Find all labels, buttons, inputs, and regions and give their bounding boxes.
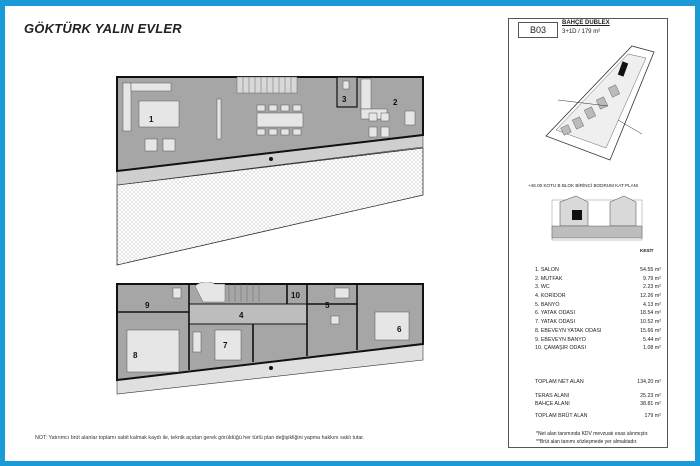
room-row: 3. WC 2.23 m² bbox=[535, 284, 661, 291]
room-label-10: 10 bbox=[291, 291, 300, 300]
stairs bbox=[237, 77, 297, 93]
unit-code: B03 bbox=[518, 22, 558, 38]
room-label-5: 5 bbox=[325, 301, 330, 310]
upper-floor-plan bbox=[105, 75, 435, 270]
disclaimer-note: NOT: Yatırımcı brüt alanlar toplamı sabit kalmak kaydı ile, teknik açıdan gerek görüldüğü her türlü plan değişikliğini yapma hakkını saklı tutar. bbox=[35, 435, 365, 441]
room-label-9: 9 bbox=[145, 301, 150, 310]
section-label: KESİT bbox=[640, 248, 654, 253]
site-key-plan bbox=[538, 40, 660, 180]
plan-caption: +46.00 KOTU B BLOK BİRİNCİ BODRUM KAT PLANI bbox=[528, 183, 639, 188]
footnote-gross: **Brüt alan tanımı sözleşmede yer almaktadır. bbox=[536, 439, 638, 445]
room-area-table bbox=[535, 266, 661, 353]
room-label-8: 8 bbox=[133, 351, 138, 360]
lower-floor-plan bbox=[105, 282, 435, 397]
room-label-3: 3 bbox=[342, 95, 347, 104]
room-label-6: 6 bbox=[397, 325, 402, 334]
unit-type: BAHÇE DUBLEX bbox=[562, 20, 610, 26]
room-row: 4. KORİDOR 12.26 m² bbox=[535, 293, 661, 300]
room-row: 9. EBEVEYN BANYO 5.44 m² bbox=[535, 336, 661, 343]
total-gross-area: TOPLAM BRÜT ALAN 179 m² bbox=[535, 413, 661, 419]
room-row: 10. ÇAMAŞIR ODASI 1.08 m² bbox=[535, 345, 661, 352]
unit-size: 3+1D / 179 m² bbox=[562, 29, 601, 35]
project-title: GÖKTÜRK YALIN EVLER bbox=[24, 21, 182, 36]
room-label-1: 1 bbox=[149, 115, 154, 124]
room-row: 6. YATAK ODASI 18.54 m² bbox=[535, 310, 661, 317]
room-row: 7. YATAK ODASI 10.52 m² bbox=[535, 319, 661, 326]
footnote-net: *Net alan tanımında KDV mevzuatı esas alınmıştır. bbox=[536, 431, 649, 437]
room-row: 5. BANYO 4.13 m² bbox=[535, 301, 661, 308]
room-row: 1. SALON 54.55 m² bbox=[535, 267, 661, 273]
garden-area-row: BAHÇE ALANI 38.81 m² bbox=[535, 401, 661, 407]
room-row: 8. EBEVEYN YATAK ODASI 15.66 m² bbox=[535, 327, 661, 334]
room-label-4: 4 bbox=[239, 311, 244, 320]
total-net-area: TOPLAM NET ALAN 134,20 m² bbox=[535, 379, 661, 385]
room-label-2: 2 bbox=[393, 98, 398, 107]
corridor bbox=[189, 304, 307, 324]
room-row: 2. MUTFAK 9.79 m² bbox=[535, 275, 661, 282]
terrace-area-row: TERAS ALANI 25.23 m² bbox=[535, 393, 661, 399]
room-label-7: 7 bbox=[223, 341, 228, 350]
section-diagram bbox=[548, 192, 648, 248]
